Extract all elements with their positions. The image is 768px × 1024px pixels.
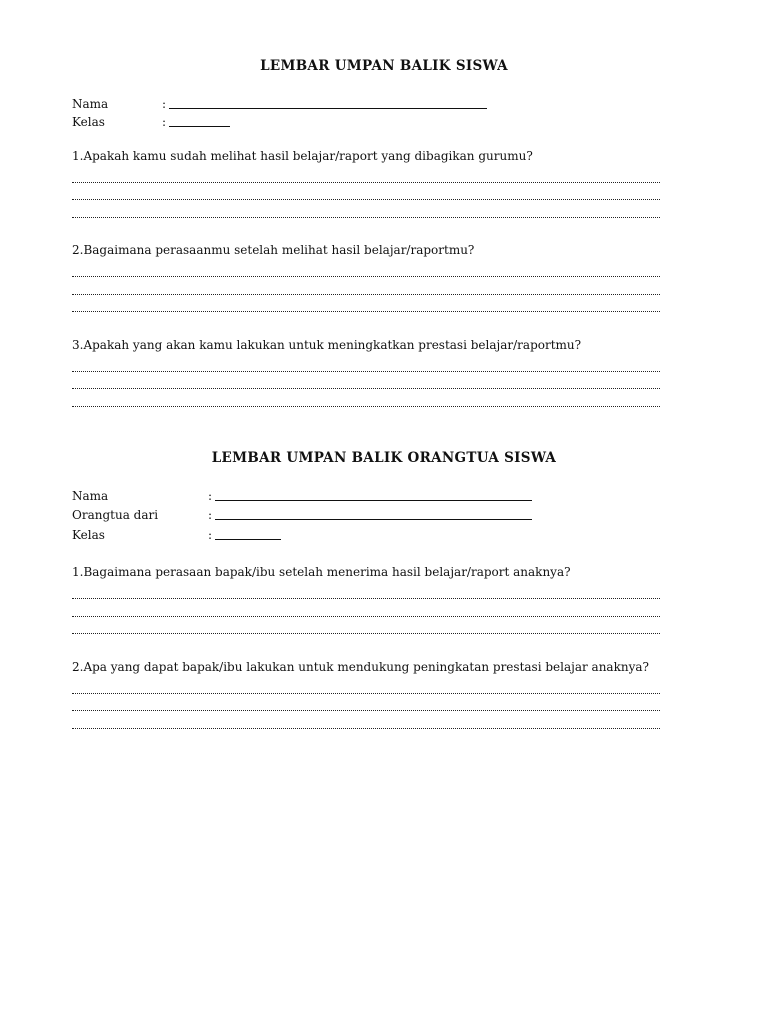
student-class-label: Kelas [72,115,105,129]
parent-of-field[interactable] [215,519,532,520]
answer-line[interactable] [72,388,660,389]
student-class-colon: : [162,115,167,129]
answer-line[interactable] [72,633,660,634]
parent-name-colon: : [208,489,213,503]
answer-line[interactable] [72,710,660,711]
student-class-field[interactable] [169,126,230,127]
student-name-label: Nama [72,97,109,111]
answer-line[interactable] [72,598,660,599]
student-name-row [72,97,167,111]
student-class-row [72,115,167,129]
parent-of-label: Orangtua dari [72,508,159,522]
student-feedback-title: LEMBAR UMPAN BALIK SISWA [260,58,508,74]
student-question-1: 1.Apakah kamu sudah melihat hasil belajar/raport yang dibagikan gurumu? [72,149,533,163]
parent-of-row [72,508,213,522]
answer-line[interactable] [72,311,660,312]
answer-line[interactable] [72,199,660,200]
parent-of-colon: : [208,508,213,522]
parent-name-row [72,489,213,503]
parent-question-1: 1.Bagaimana perasaan bapak/ibu setelah menerima hasil belajar/raport anaknya? [72,565,571,579]
student-name-field[interactable] [169,108,487,109]
answer-line[interactable] [72,616,660,617]
parent-class-field[interactable] [215,539,281,540]
parent-feedback-title: LEMBAR UMPAN BALIK ORANGTUA SISWA [211,450,557,466]
parent-class-colon: : [208,528,213,542]
parent-name-field[interactable] [215,500,532,501]
parent-name-label: Nama [72,489,109,503]
answer-line[interactable] [72,406,660,407]
parent-class-label: Kelas [72,528,105,542]
parent-class-row [72,528,213,542]
answer-line[interactable] [72,276,660,277]
parent-question-2: 2.Apa yang dapat bapak/ibu lakukan untuk mendukung peningkatan prestasi belajar anaknya? [72,660,649,674]
answer-line[interactable] [72,728,660,729]
answer-line[interactable] [72,182,660,183]
student-question-3: 3.Apakah yang akan kamu lakukan untuk meningkatkan prestasi belajar/raportmu? [72,338,582,352]
student-name-colon: : [162,97,167,111]
student-question-2: 2.Bagaimana perasaanmu setelah melihat hasil belajar/raportmu? [72,243,475,257]
answer-line[interactable] [72,217,660,218]
answer-line[interactable] [72,294,660,295]
answer-line[interactable] [72,693,660,694]
answer-line[interactable] [72,371,660,372]
